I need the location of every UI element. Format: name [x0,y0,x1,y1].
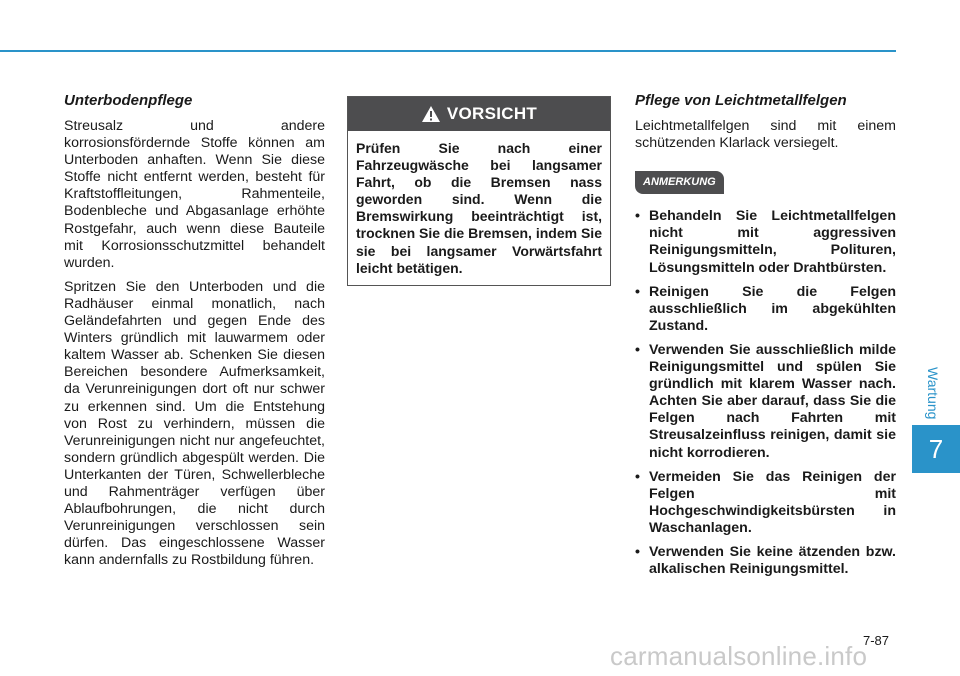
bullet-icon: • [635,468,640,485]
list-item [635,469,896,537]
caution-text: Prüfen Sie nach einer Fahrzeugwäsche bei langsamer Fahrt, ob die Bremsen nass geworden sind. Wenn die Bremswirkung beeinträchtigt ist, trocknen Sie die Bremsen, indem Sie sie bei langsamer Vorwärtsfahrt leicht betätigen. [356,140,602,276]
caution-title: VORSICHT [446,104,538,123]
top-rule [0,50,896,52]
list-item-text: Behandeln Sie Leichtmetallfelgen nicht mit aggressiven Reinigungsmitteln, Polituren, Lösungsmitteln oder Drahtbürsten. [649,208,896,276]
alloy-wheels-intro: Leichtmetallfelgen sind mit einem schützenden Klarlack versiegelt. [635,118,896,152]
list-item [635,544,896,578]
bullet-icon: • [635,208,640,225]
bullet-icon: • [635,283,640,300]
caution-header [348,97,610,131]
list-item [635,284,896,335]
section-side-label: Wartung [925,366,941,420]
list-item [635,342,896,462]
underbody-heading: Unterbodenpflege [64,92,193,109]
caution-box [347,96,611,286]
list-item-text: Reinigen Sie die Felgen ausschließlich im abgekühlten Zustand. [649,283,896,334]
alloy-wheels-heading: Pflege von Leichtmetallfelgen [635,92,847,109]
right-column [635,92,896,585]
bullet-icon: • [635,543,640,560]
list-item-text: Vermeiden Sie das Reinigen der Felgen mit Hochgeschwindigkeitsbürsten in Waschanlagen. [649,468,896,536]
note-badge: ANMERKUNG [635,171,724,194]
list-item-text: Verwenden Sie keine ätzenden bzw. alkalischen Reinigungsmittel. [649,543,896,578]
bullet-icon: • [635,341,640,358]
underbody-paragraph-1: Streusalz und andere korrosionsfördernde Stoffe können am Unterboden anhaften. Wenn Sie diese Stoffe nicht entfernt werden, besteht für Kraftstoffleitungen, Rahmenteile, Bodenbleche und Abgasanlage erhöhte Rostgefahr, auch wenn diese Bauteile mit Korrosionsschutzmittel behandelt wurden. [64,118,325,271]
underbody-paragraph-2: Spritzen Sie den Unterboden und die Radhäuser einmal monatlich, nach Geländefahrten und gegen Ende des Winters gründlich mit lauwarmem oder kaltem Wasser ab. Schenken Sie diesen Bereichen besondere Aufmerksamkeit, da Verunreinigungen dort oft nur schwer zu erkennen sind. Um die Entstehung von Rost zu verhindern, müssen die Verunreinigungen nicht nur angefeuchtet, sondern gründlich abgespült werden. Die Unterkanten der Türen, Schwellerbleche und Rahmenträger verfügen über Ablaufbohrungen, die nicht durch Verunreinigungen verschlossen sein dürfen. Das eingeschlossene Wasser kann andernfalls zu Rostbildung führen. [64,278,325,569]
left-column [64,92,325,576]
alloy-wheels-list [635,208,896,578]
list-item-text: Verwenden Sie ausschließlich milde Reinigungsmittel und spülen Sie gründlich mit klarem Wasser nach. Achten Sie aber darauf, dass Sie die Felgen nach Fahrten mit Streusalzeinfluss reinigen, damit sie nicht korrodieren. [649,341,896,461]
watermark: carmanualsonline.info [610,641,868,671]
warning-triangle-icon [421,105,441,123]
page-number: 7-87 [863,633,890,648]
chapter-tab: 7 [912,425,960,473]
list-item [635,208,896,276]
